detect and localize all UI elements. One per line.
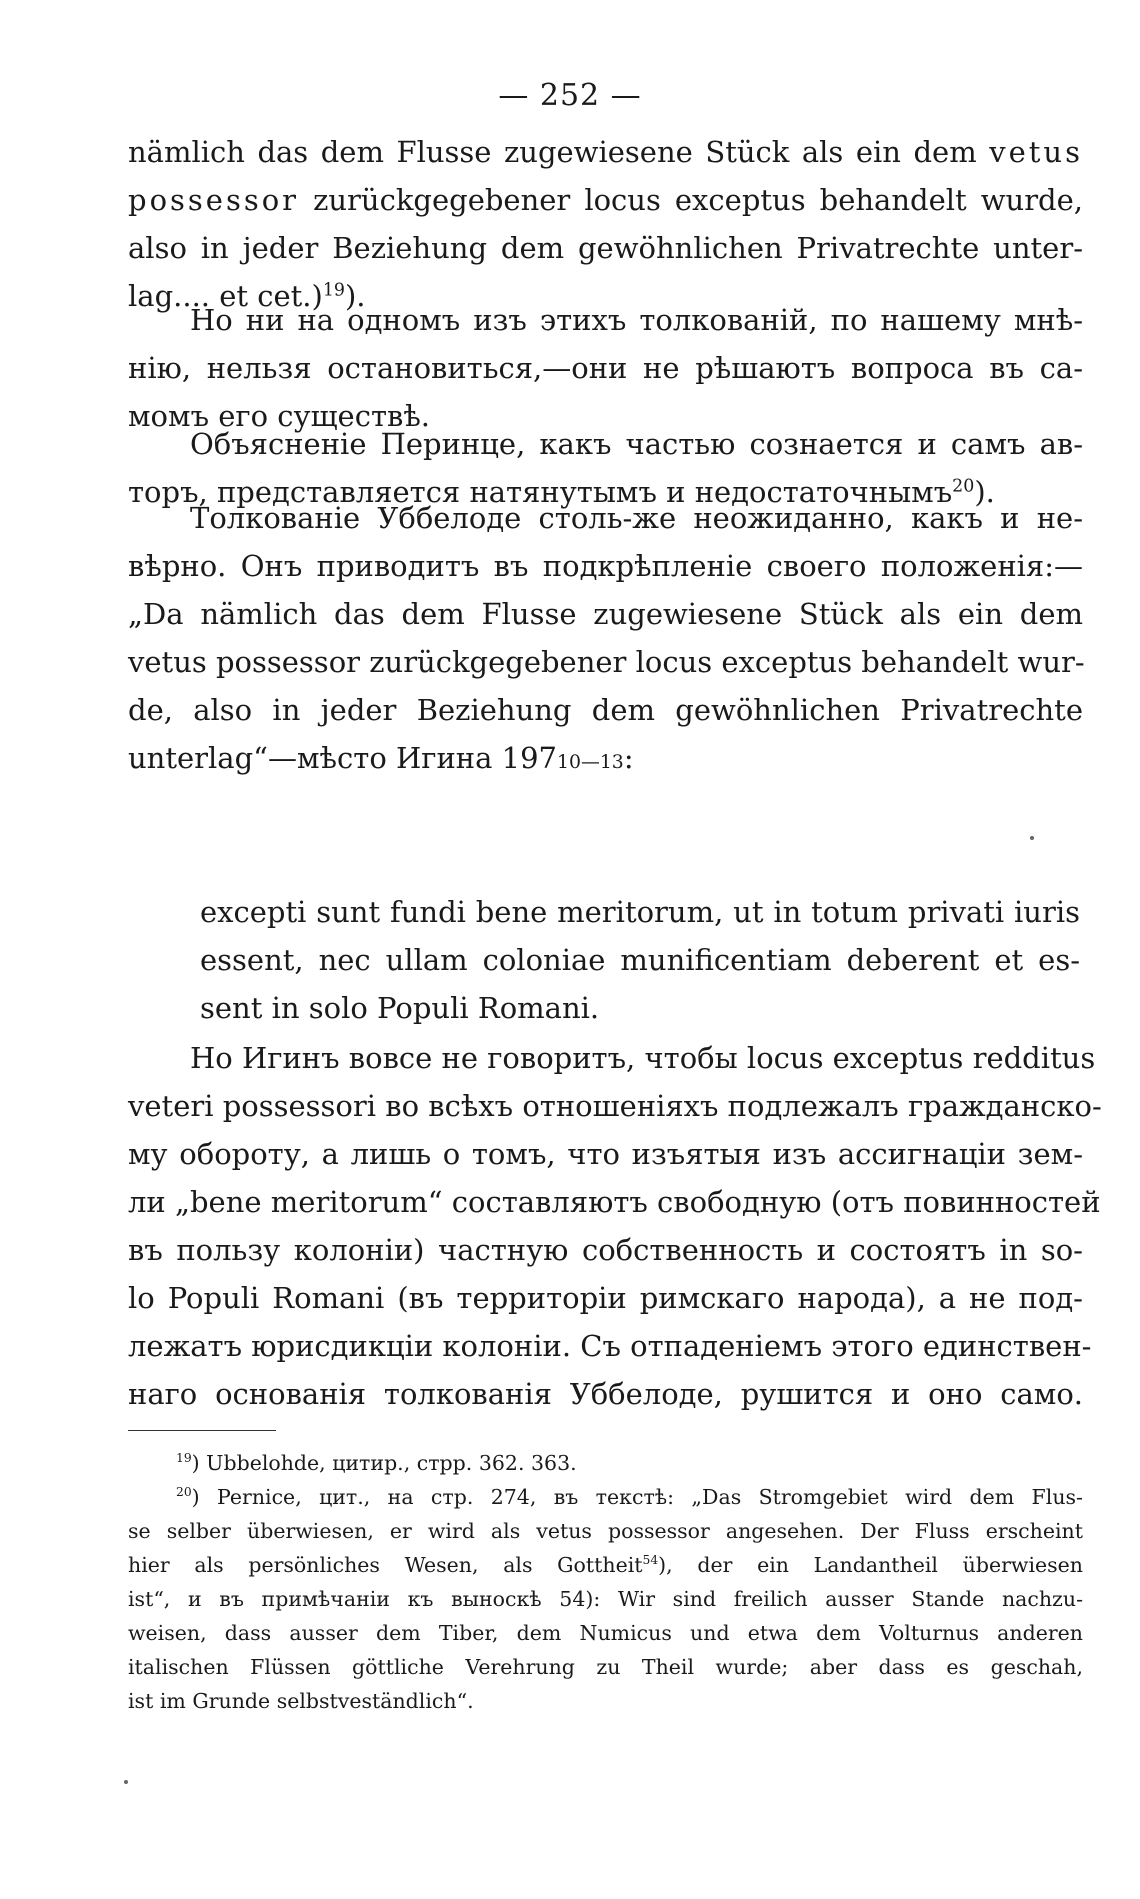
text-line: Но Игинъ вовсе не говоритъ, чтобы locus exceptus redditus: [190, 1041, 1096, 1075]
footnote-ref: 19: [322, 280, 345, 301]
footnotes: [128, 1446, 1083, 1718]
text-line: наго основанія толкованія Уббелоде, рушится и оно само.: [128, 1377, 1083, 1411]
text-line: de, also in jeder Beziehung dem gewöhnlichen Privatrechte: [128, 693, 1083, 727]
text-line: Толкованіе Уббелоде столь-же неожиданно, какъ и не-: [190, 501, 1083, 535]
footnote-20: $^{20}$) Pernice, цит., на стр. 274, въ текстѣ: „Das Stromgebiet wird dem Flus-: [176, 1485, 1083, 1509]
text-line: unterlag“—мѣсто Игина 19710—13:: [128, 741, 634, 775]
text-line: veteri possessori во всѣхъ отношеніяхъ подлежалъ гражданско-: [128, 1089, 1102, 1123]
text-line: lag.... et cet.)$^{19}$).: [128, 279, 366, 313]
footnote-ref: 54: [642, 1553, 659, 1568]
footnote-marker: 20: [176, 1485, 192, 1500]
footnote-ref: 20: [952, 476, 975, 497]
text-line: possessor zurückgegebener locus exceptus behandelt wurde,: [128, 183, 1083, 217]
footnote-divider: [128, 1430, 276, 1431]
text-line: also in jeder Beziehung dem gewöhnlichen Privatrechte unter-: [128, 231, 1083, 265]
text-line: hier als persönliches Wesen, als Gottheit$^{54}$), der ein Landantheil überwiesen: [128, 1553, 1083, 1577]
paragraph-hyginus: [128, 1034, 1102, 1418]
text-line: ли „bene meritorum“ составляютъ свободную (отъ повинностей: [128, 1185, 1101, 1219]
paragraph-interpretations: [128, 296, 1083, 440]
text-line: nämlich das dem Flusse zugewiesene Stück als ein dem vetus: [128, 135, 1083, 169]
text-line: ist im Grunde selbstveständlich“.: [128, 1689, 474, 1713]
text-line: Но ни на одномъ изъ этихъ толкованій, по нашему мнѣ-: [190, 303, 1083, 337]
footnote-19: $^{19}$) Ubbelohde, цитир., стрр. 362. 363.: [176, 1451, 577, 1475]
text-line: essent, nec ullam coloniae munificentiam deberent et es-: [200, 943, 1080, 977]
text-line: excepti sunt fundi bene meritorum, ut in totum privati iuris: [200, 895, 1080, 929]
footnote-marker: 19: [176, 1451, 192, 1466]
text-line: weisen, dass ausser dem Tiber, dem Numicus und etwa dem Volturnus anderen: [128, 1621, 1083, 1645]
text-line: лежатъ юрисдикціи колоніи. Съ отпаденіемъ этого единствен-: [128, 1329, 1092, 1363]
text-line: торъ, представляется натянутымъ и недостаточнымъ$^{20}$).: [128, 475, 995, 509]
page-number: — 252 —: [498, 78, 642, 113]
text-line: нію, нельзя остановиться,—они не рѣшаютъ вопроса въ са-: [128, 351, 1083, 385]
text-line: ist“, и въ примѣчаніи къ выноскѣ 54): Wir sind freilich ausser Stande nachzu-: [128, 1587, 1083, 1611]
text-line: se selber überwiesen, er wird als vetus possessor angesehen. Der Fluss erscheint: [128, 1519, 1083, 1543]
text-line: „Da nämlich das dem Flusse zugewiesene Stück als ein dem: [128, 597, 1083, 631]
text-line: vetus possessor zurückgegebener locus exceptus behandelt wur-: [128, 645, 1085, 679]
text-line: italischen Flüssen göttliche Verehrung zu Theil wurde; aber dass es geschah,: [128, 1655, 1083, 1679]
text-line: му обороту, а лишь о томъ, что изъятыя изъ ассигнаціи зем-: [128, 1137, 1083, 1171]
text-line: момъ его существѣ.: [128, 399, 431, 433]
text-line: sent in solo Populi Romani.: [200, 991, 600, 1025]
paragraph-german-continuation: [128, 128, 1083, 320]
paragraph-ubbelohde: [128, 494, 1083, 787]
text-line: Объясненіе Перинце, какъ частью сознается и самъ ав-: [190, 427, 1083, 461]
print-speck: [124, 1780, 128, 1784]
text-line: въ пользу колоніи) частную собственность и состоятъ in so-: [128, 1233, 1083, 1267]
text-line: lo Populi Romani (въ территоріи римскаго народа), а не под-: [128, 1281, 1083, 1315]
print-speck: [1030, 836, 1034, 840]
text-line: вѣрно. Онъ приводитъ въ подкрѣпленіе своего положенія:—: [128, 549, 1083, 583]
latin-quotation: [200, 888, 1080, 1032]
